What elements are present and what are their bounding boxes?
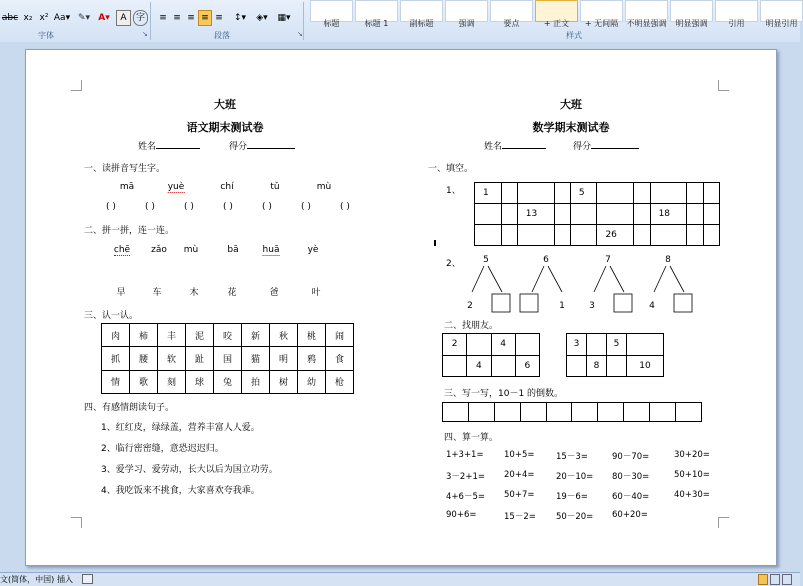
- write-box[interactable]: [494, 403, 520, 422]
- calc-item: 60－40=: [612, 492, 650, 502]
- pinyin-item: yè: [307, 245, 319, 255]
- style-item[interactable]: [535, 0, 578, 28]
- style-label: 强调: [458, 19, 475, 28]
- write-box[interactable]: [520, 403, 546, 422]
- table-cell[interactable]: 丰: [158, 324, 186, 347]
- table-cell[interactable]: 1: [475, 183, 502, 204]
- table-cell[interactable]: 情: [102, 370, 130, 393]
- calc-item: 50－20=: [556, 512, 594, 522]
- table-cell[interactable]: 闹: [326, 324, 354, 347]
- tree-left-value: 3: [589, 301, 595, 311]
- sentence-item: 2、临行密密缝，意恐迟迟归。: [101, 444, 224, 454]
- fullscreen-view-icon[interactable]: [770, 574, 780, 585]
- table-cell[interactable]: 腰: [130, 347, 158, 370]
- table-cell[interactable]: [491, 355, 515, 377]
- tree-left-value: 2: [467, 301, 473, 311]
- number-grid: [474, 182, 720, 246]
- write-box[interactable]: [468, 403, 494, 422]
- tree-top: 5: [483, 255, 489, 265]
- pinyin-item: bā: [227, 245, 239, 255]
- left-section3-heading: 三、认一认。: [84, 311, 139, 321]
- calc-item: 90+6=: [446, 510, 477, 520]
- table-row: [567, 334, 664, 356]
- table-row: [443, 355, 540, 377]
- table-cell[interactable]: [687, 204, 703, 225]
- table-cell[interactable]: 5: [570, 183, 597, 204]
- table-row: [475, 204, 720, 225]
- style-item[interactable]: [760, 0, 803, 28]
- table-cell[interactable]: [443, 355, 467, 377]
- write-box[interactable]: [598, 403, 624, 422]
- table-cell[interactable]: 抓: [102, 347, 130, 370]
- status-bar: [0, 572, 800, 586]
- crop-mark: [718, 80, 729, 91]
- table-cell[interactable]: [501, 204, 517, 225]
- tree-branch: [548, 266, 562, 292]
- pinyin-item: mù: [183, 245, 199, 255]
- font-dialog-launcher-icon[interactable]: ↘: [142, 30, 148, 38]
- calc-item: 3－2+1=: [446, 472, 485, 482]
- calc-item: 10+5=: [504, 450, 535, 460]
- pinyin-item: tǔ: [270, 182, 280, 192]
- bracket-blank[interactable]: ( ): [262, 202, 272, 212]
- text-cursor: [434, 240, 436, 246]
- calc-item: 19－6=: [556, 492, 588, 502]
- crop-mark: [71, 517, 82, 528]
- char-border-button[interactable]: A: [116, 10, 131, 26]
- table-cell[interactable]: 树: [270, 370, 298, 393]
- table-row: [102, 324, 354, 347]
- web-layout-icon[interactable]: [782, 574, 792, 585]
- table-row: [102, 347, 354, 370]
- tree-answer-box[interactable]: [520, 294, 538, 312]
- table-row: [475, 225, 720, 246]
- pinyin-item: huā: [262, 245, 280, 255]
- pinyin-item: mù: [316, 182, 332, 192]
- table-cell[interactable]: [570, 204, 597, 225]
- change-case-button[interactable]: Aa▾: [53, 13, 71, 23]
- tree-branch: [472, 266, 484, 292]
- style-preview: [311, 0, 352, 3]
- pinyin-item: zǎo: [151, 245, 167, 255]
- style-label: 不明显强调: [626, 19, 667, 28]
- crop-mark: [71, 80, 82, 91]
- style-preview: [491, 0, 532, 3]
- table-cell[interactable]: [587, 334, 607, 356]
- table-cell[interactable]: 桃: [298, 324, 326, 347]
- table-row: [567, 355, 664, 377]
- table-cell[interactable]: [634, 204, 650, 225]
- table-cell[interactable]: 国: [214, 347, 242, 370]
- right-section1-heading: 一、填空。: [428, 164, 474, 174]
- tree-branch: [532, 266, 544, 292]
- char-item: 车: [152, 288, 162, 298]
- borders-icon[interactable]: ▦▾: [277, 13, 291, 23]
- style-item[interactable]: [310, 0, 353, 28]
- char-item: 花: [227, 288, 237, 298]
- language-indicator[interactable]: 文(简体，中国): [0, 575, 55, 584]
- line-spacing-icon[interactable]: ↕▾: [233, 13, 247, 23]
- table-cell[interactable]: [475, 225, 502, 246]
- friends-table-b: [566, 333, 664, 377]
- table-cell[interactable]: [554, 204, 570, 225]
- bracket-blank[interactable]: ( ): [145, 202, 155, 212]
- table-cell[interactable]: 枪: [326, 370, 354, 393]
- write-box[interactable]: [546, 403, 572, 422]
- table-row: [102, 370, 354, 393]
- table-cell[interactable]: [650, 225, 687, 246]
- style-preview: [356, 0, 397, 3]
- paragraph-group-label: 段落: [214, 31, 230, 40]
- sentence-item: 1、红红皮，绿绿盖，营养丰富人人爱。: [101, 423, 260, 433]
- write-boxes: [442, 402, 702, 422]
- table-cell[interactable]: 柿: [130, 324, 158, 347]
- table-cell[interactable]: [517, 225, 554, 246]
- table-cell[interactable]: [467, 334, 491, 356]
- table-cell[interactable]: 5: [607, 334, 627, 356]
- calc-item: 50+7=: [504, 490, 535, 500]
- tree-answer-box[interactable]: [492, 294, 510, 312]
- print-layout-icon[interactable]: [758, 574, 768, 585]
- table-cell[interactable]: [687, 183, 703, 204]
- table-cell[interactable]: 新: [242, 324, 270, 347]
- table-cell[interactable]: 明: [270, 347, 298, 370]
- table-cell[interactable]: 6: [515, 355, 539, 377]
- table-cell[interactable]: 4: [491, 334, 515, 356]
- right-section4-heading: 四、算一算。: [444, 433, 499, 443]
- left-section2-heading: 二、拼一拼，连一连。: [84, 226, 175, 236]
- style-label: + 无间隔: [584, 19, 619, 28]
- crop-mark: [718, 517, 729, 528]
- item2-label: 2、: [446, 259, 461, 269]
- tree-branch: [594, 266, 606, 292]
- style-preview: [446, 0, 487, 3]
- paragraph-dialog-launcher-icon[interactable]: ↘: [297, 30, 303, 38]
- table-cell[interactable]: [501, 183, 517, 204]
- left-score-field[interactable]: 得分: [229, 139, 295, 152]
- table-cell[interactable]: 2: [443, 334, 467, 356]
- table-cell[interactable]: [517, 183, 554, 204]
- sentence-item: 3、爱学习、爱劳动，长大以后为国立功劳。: [101, 465, 278, 475]
- table-cell[interactable]: 13: [517, 204, 554, 225]
- style-item[interactable]: [715, 0, 758, 28]
- superscript-button[interactable]: x²: [39, 13, 49, 23]
- table-cell[interactable]: 咬: [214, 324, 242, 347]
- tree-branch: [488, 266, 502, 292]
- right-section2-heading: 二、找朋友。: [444, 321, 499, 331]
- right-section3-heading: 三、写一写，10－1 的倒数。: [444, 389, 564, 399]
- align-right-icon[interactable]: ≡: [187, 13, 195, 23]
- style-label: + 正文: [543, 19, 570, 28]
- style-label: 明显引用: [765, 19, 798, 28]
- table-cell[interactable]: 泥: [186, 324, 214, 347]
- table-cell[interactable]: [554, 225, 570, 246]
- left-name-field[interactable]: 姓名: [138, 139, 200, 152]
- tree-branch: [670, 266, 684, 292]
- calc-item: 15－3=: [556, 452, 588, 462]
- subscript-button[interactable]: x₂: [23, 13, 33, 23]
- table-cell[interactable]: [567, 355, 587, 377]
- bracket-blank[interactable]: ( ): [184, 202, 194, 212]
- shading-icon[interactable]: ◈▾: [256, 13, 268, 23]
- tree-top: 8: [665, 255, 671, 265]
- calc-item: 50+10=: [674, 470, 710, 480]
- style-item[interactable]: [670, 0, 713, 28]
- pinyin-item: chí: [220, 182, 234, 192]
- pinyin-item: chē: [113, 245, 131, 255]
- table-cell[interactable]: [570, 225, 597, 246]
- tree-left-value: 4: [649, 301, 655, 311]
- tree-branch: [654, 266, 666, 292]
- font-color-icon[interactable]: A▾: [98, 13, 110, 23]
- calc-item: 20+4=: [504, 470, 535, 480]
- style-label: 标题: [323, 19, 340, 28]
- style-preview: [716, 0, 757, 3]
- table-cell[interactable]: 3: [567, 334, 587, 356]
- right-score-field[interactable]: 得分: [573, 139, 639, 152]
- styles-group-label: 样式: [566, 31, 582, 40]
- group-divider: [303, 2, 304, 40]
- style-preview: [626, 0, 667, 3]
- ribbon: [0, 0, 800, 43]
- bracket-blank[interactable]: ( ): [301, 202, 311, 212]
- table-cell[interactable]: 趾: [186, 347, 214, 370]
- table-cell[interactable]: 鸦: [298, 347, 326, 370]
- pinyin-item: yuè: [167, 182, 185, 192]
- left-section4-heading: 四、有感情朗读句子。: [84, 403, 175, 413]
- align-center-icon[interactable]: ≡: [173, 13, 181, 23]
- table-cell[interactable]: 幼: [298, 370, 326, 393]
- left-subtitle: 语文期末测试卷: [186, 121, 264, 134]
- table-row: [443, 334, 540, 356]
- tree-right-value: 1: [559, 301, 565, 311]
- calc-item: 20－10=: [556, 472, 594, 482]
- table-cell[interactable]: 4: [467, 355, 491, 377]
- table-cell[interactable]: [475, 204, 502, 225]
- table-row: [443, 403, 702, 422]
- table-cell[interactable]: 8: [587, 355, 607, 377]
- style-preview: [401, 0, 442, 3]
- style-item[interactable]: [445, 0, 488, 28]
- calc-item: 40+30=: [674, 490, 710, 500]
- style-label: 标题 1: [364, 19, 389, 28]
- calc-item: 30+20=: [674, 450, 710, 460]
- tree-answer-box[interactable]: [614, 294, 632, 312]
- friends-table-a: [442, 333, 540, 377]
- table-cell[interactable]: [703, 225, 719, 246]
- write-box[interactable]: [650, 403, 676, 422]
- table-row: [475, 183, 720, 204]
- table-cell[interactable]: [597, 204, 634, 225]
- table-cell[interactable]: 10: [627, 355, 664, 377]
- table-cell[interactable]: 刻: [158, 370, 186, 393]
- pinyin-item: mā: [119, 182, 135, 192]
- table-cell[interactable]: 球: [186, 370, 214, 393]
- style-item[interactable]: [400, 0, 443, 28]
- calc-item: 60+20=: [612, 510, 648, 520]
- table-cell[interactable]: [554, 183, 570, 204]
- table-cell[interactable]: [650, 183, 687, 204]
- distribute-icon[interactable]: ≡: [215, 13, 223, 23]
- table-cell[interactable]: 食: [326, 347, 354, 370]
- table-cell[interactable]: 拍: [242, 370, 270, 393]
- style-preview: [671, 0, 712, 3]
- tree-top: 7: [605, 255, 611, 265]
- calc-item: 4+6－5=: [446, 492, 485, 502]
- table-cell[interactable]: 肉: [102, 324, 130, 347]
- table-cell[interactable]: [597, 183, 634, 204]
- left-title: 大班: [214, 98, 236, 111]
- calc-item: 90－70=: [612, 452, 650, 462]
- style-label: 副标题: [409, 19, 434, 28]
- style-label: 引用: [728, 19, 745, 28]
- enclose-char-button[interactable]: 字: [133, 10, 148, 26]
- style-preview: [581, 0, 622, 3]
- write-box[interactable]: [443, 403, 469, 422]
- char-item: 爸: [269, 288, 279, 298]
- insert-mode-indicator[interactable]: 插入: [57, 575, 73, 584]
- bracket-blank[interactable]: ( ): [106, 202, 116, 212]
- char-item: 木: [189, 288, 199, 298]
- table-cell[interactable]: 软: [158, 347, 186, 370]
- table-cell[interactable]: [515, 334, 539, 356]
- calc-item: 1+3+1=: [446, 450, 484, 460]
- abc-strike-button[interactable]: abc: [1, 13, 19, 23]
- document-page[interactable]: [25, 49, 777, 566]
- table-cell[interactable]: 26: [597, 225, 634, 246]
- table-cell[interactable]: [634, 225, 650, 246]
- style-item[interactable]: [355, 0, 398, 28]
- tree-answer-box[interactable]: [674, 294, 692, 312]
- table-cell[interactable]: 兔: [214, 370, 242, 393]
- calc-item: 80－30=: [612, 472, 650, 482]
- group-divider: [150, 2, 151, 40]
- style-item[interactable]: [625, 0, 668, 28]
- right-name-field[interactable]: 姓名: [484, 139, 546, 152]
- table-cell[interactable]: 歌: [130, 370, 158, 393]
- table-cell[interactable]: [627, 334, 664, 356]
- item1-label: 1、: [446, 186, 461, 196]
- table-cell[interactable]: [687, 225, 703, 246]
- table-cell[interactable]: [703, 183, 719, 204]
- font-group-label: 字体: [38, 31, 54, 40]
- recognize-table: [101, 323, 354, 394]
- table-cell[interactable]: 18: [650, 204, 687, 225]
- table-cell[interactable]: [634, 183, 650, 204]
- highlight-icon[interactable]: ✎▾: [77, 13, 91, 23]
- table-cell[interactable]: [703, 204, 719, 225]
- tree-branch: [610, 266, 624, 292]
- write-box[interactable]: [572, 403, 598, 422]
- char-item: 叶: [311, 288, 321, 298]
- write-box[interactable]: [624, 403, 650, 422]
- align-left-icon[interactable]: ≡: [159, 13, 167, 23]
- table-cell[interactable]: [607, 355, 627, 377]
- sentence-item: 4、我吃饭来不挑食，大家喜欢夸我乖。: [101, 486, 260, 496]
- style-label: 要点: [503, 19, 520, 28]
- right-title: 大班: [560, 98, 582, 111]
- style-label: 明显强调: [675, 19, 708, 28]
- style-item[interactable]: [580, 0, 623, 28]
- style-item[interactable]: [490, 0, 533, 28]
- char-item: 早: [116, 288, 126, 298]
- write-box[interactable]: [676, 403, 702, 422]
- macro-record-icon[interactable]: [82, 574, 93, 584]
- table-cell[interactable]: 猫: [242, 347, 270, 370]
- justify-icon[interactable]: ≡: [198, 10, 212, 26]
- style-preview: [536, 0, 577, 3]
- table-cell[interactable]: [501, 225, 517, 246]
- left-section1-heading: 一、读拼音写生字。: [84, 164, 166, 174]
- tree-top: 6: [543, 255, 549, 265]
- number-trees: [456, 250, 716, 320]
- calc-item: 15－2=: [504, 512, 536, 522]
- style-preview: [761, 0, 802, 3]
- table-cell[interactable]: 秋: [270, 324, 298, 347]
- bracket-blank[interactable]: ( ): [223, 202, 233, 212]
- right-subtitle: 数学期末测试卷: [532, 121, 610, 134]
- bracket-blank[interactable]: ( ): [340, 202, 350, 212]
